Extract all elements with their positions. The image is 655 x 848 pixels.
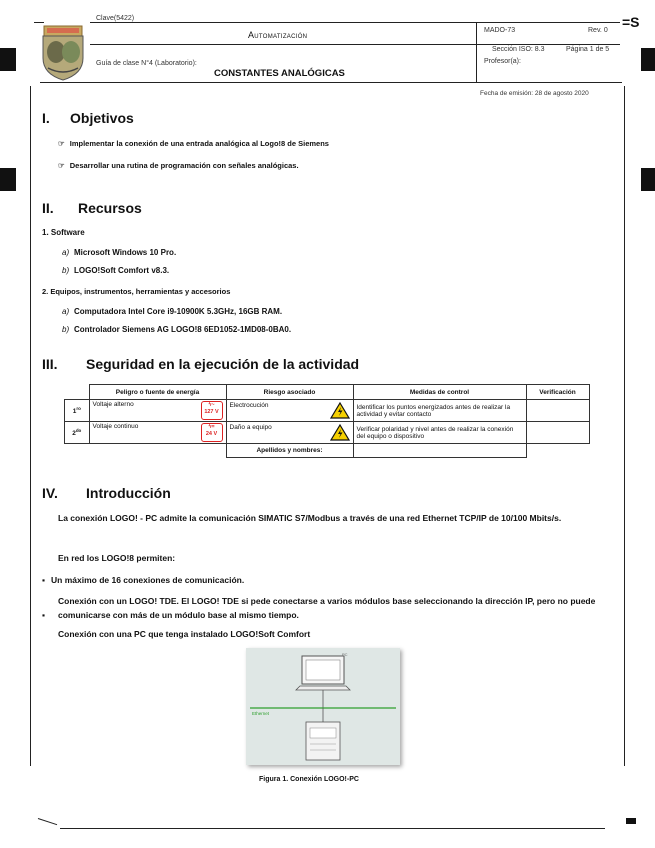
frame-right (624, 86, 625, 766)
pointing-hand-icon: ☞ (58, 161, 65, 170)
table-header-row (65, 385, 590, 400)
header-top-rule (90, 22, 620, 23)
section-safety-heading (42, 356, 359, 372)
header-bottom-rule (40, 82, 622, 83)
right-tab-mid (641, 168, 655, 191)
electric-hazard-icon (330, 424, 350, 441)
section-title: Recursos (78, 200, 142, 216)
section-intro-heading (42, 485, 171, 501)
bullet-item: ▪ Conexión con un LOGO! TDE. El LOGO! TDE si pede conectarse a varios módulos base seleccionando la dirección IP, pero no puede comunicarse con más de un módulo base al mismo tiempo. (42, 596, 596, 620)
header-subject: Automatización (248, 30, 308, 40)
emission-date: Fecha de emisión: 28 de agosto 2020 (480, 90, 589, 97)
control-cell: Verificar polaridad y nivel antes de realizar la conexión del equipo o dispositivo (353, 422, 526, 444)
left-tab-top (0, 48, 16, 71)
voltage-sign-icon: ϟ~ 127 V (201, 401, 223, 420)
professor-label: Profesor(a): (484, 58, 521, 65)
control-cell: Identificar los puntos energizados antes de realizar la actividad y evitar contacto (353, 400, 526, 422)
document-title: CONSTANTES ANALÓGICAS (214, 68, 345, 79)
figure-caption: Figura 1. Conexión LOGO!-PC (259, 776, 359, 783)
section-number: IV. (42, 485, 58, 501)
table-row (65, 400, 590, 422)
connection-figure (246, 648, 400, 765)
objective-text: Implementar la conexión de una entrada analógica al Logo!8 de Siemens (69, 139, 329, 148)
hazard-cell: Voltaje continuo ϟ= 24 V (89, 422, 226, 444)
column-header: Peligro o fuente de energía (89, 385, 226, 400)
revision: Rev. 0 (588, 27, 608, 34)
section-number: I. (42, 110, 50, 126)
svg-text:PC: PC (342, 652, 348, 657)
frame-left (30, 86, 31, 766)
objective-text: Desarrollar una rutina de programación con señales analógicas. (69, 161, 299, 170)
section-title: Objetivos (70, 110, 134, 126)
page-number: Página 1 de 5 (566, 46, 610, 53)
top-right-mark: =S (622, 14, 640, 30)
right-tab-top (641, 48, 655, 71)
column-header: Riesgo asociado (226, 385, 353, 400)
risk-cell: Daño a equipo (226, 422, 353, 444)
header-divider (476, 22, 477, 82)
verification-cell (526, 422, 589, 444)
pc-logo-diagram (246, 648, 400, 765)
section-number: II. (42, 200, 54, 216)
intro-paragraph: La conexión LOGO! - PC admite la comunicación SIMATIC S7/Modbus a través de una red Ethernet TCP/IP de 10/100 Mbits/s. (58, 513, 562, 523)
objective-item (58, 161, 299, 170)
section-number: III. (42, 356, 58, 372)
equipment-item: b) Controlador Siemens AG LOGO!8 6ED1052-1MD08-0BA0. (62, 325, 292, 334)
equipment-label: 2. Equipos, instrumentos, herramientas y accesorios (42, 287, 231, 296)
section-iso: Sección ISO: 8.3 (492, 46, 545, 53)
row-ordinal: $1^{ro}$ (65, 400, 90, 422)
bullet-icon: ▪ (42, 610, 46, 620)
objective-item (58, 139, 329, 148)
names-label: Apellidos y nombres: (226, 444, 353, 458)
bottom-rule (60, 828, 605, 829)
row-ordinal: $2^{do}$ (65, 422, 90, 444)
section-title: Introducción (86, 485, 171, 501)
ethernet-label: Ethernet (252, 711, 270, 716)
section-objectives-heading (42, 110, 134, 126)
table-row (65, 422, 590, 444)
verification-cell (526, 400, 589, 422)
voltage-sign-icon: ϟ= 24 V (201, 423, 223, 442)
university-logo (38, 24, 88, 82)
software-label: 1. Software (42, 228, 85, 237)
risk-cell: Electrocución (226, 400, 353, 422)
table-row (65, 444, 590, 458)
header-mid-rule (90, 44, 620, 45)
intro-paragraph: Conexión con una PC que tenga instalado LOGO!Soft Comfort (58, 629, 311, 639)
bottom-left-mark (38, 818, 57, 825)
equipment-item: a) Computadora Intel Core i9-10900K 5.3GHz, 16GB RAM. (62, 307, 283, 316)
column-header: Verificación (526, 385, 589, 400)
bottom-right-mark (626, 818, 636, 824)
left-tab-mid (0, 168, 16, 191)
section-title: Seguridad en la ejecución de la actividad (86, 356, 360, 372)
top-left-mark (34, 22, 44, 23)
section-resources-heading (42, 200, 142, 216)
doc-code: MADO-73 (484, 27, 516, 34)
code-label: Clave(5422) (96, 15, 135, 22)
pointing-hand-icon: ☞ (58, 139, 65, 148)
names-field (353, 444, 526, 458)
software-item: b) LOGO!Soft Comfort v8.3. (62, 266, 170, 275)
column-header: Medidas de control (353, 385, 526, 400)
safety-table (64, 384, 590, 458)
guide-label: Guía de clase N°4 (Laboratorio): (96, 60, 197, 67)
intro-paragraph: En red los LOGO!8 permiten: (58, 553, 176, 563)
software-item: a) Microsoft Windows 10 Pro. (62, 248, 177, 257)
bullet-icon: ▪ (42, 575, 46, 585)
electric-hazard-icon (330, 402, 350, 419)
bullet-item: ▪ Un máximo de 16 conexiones de comunicación. (42, 575, 245, 585)
hazard-cell: Voltaje alterno ϟ~ 127 V (89, 400, 226, 422)
